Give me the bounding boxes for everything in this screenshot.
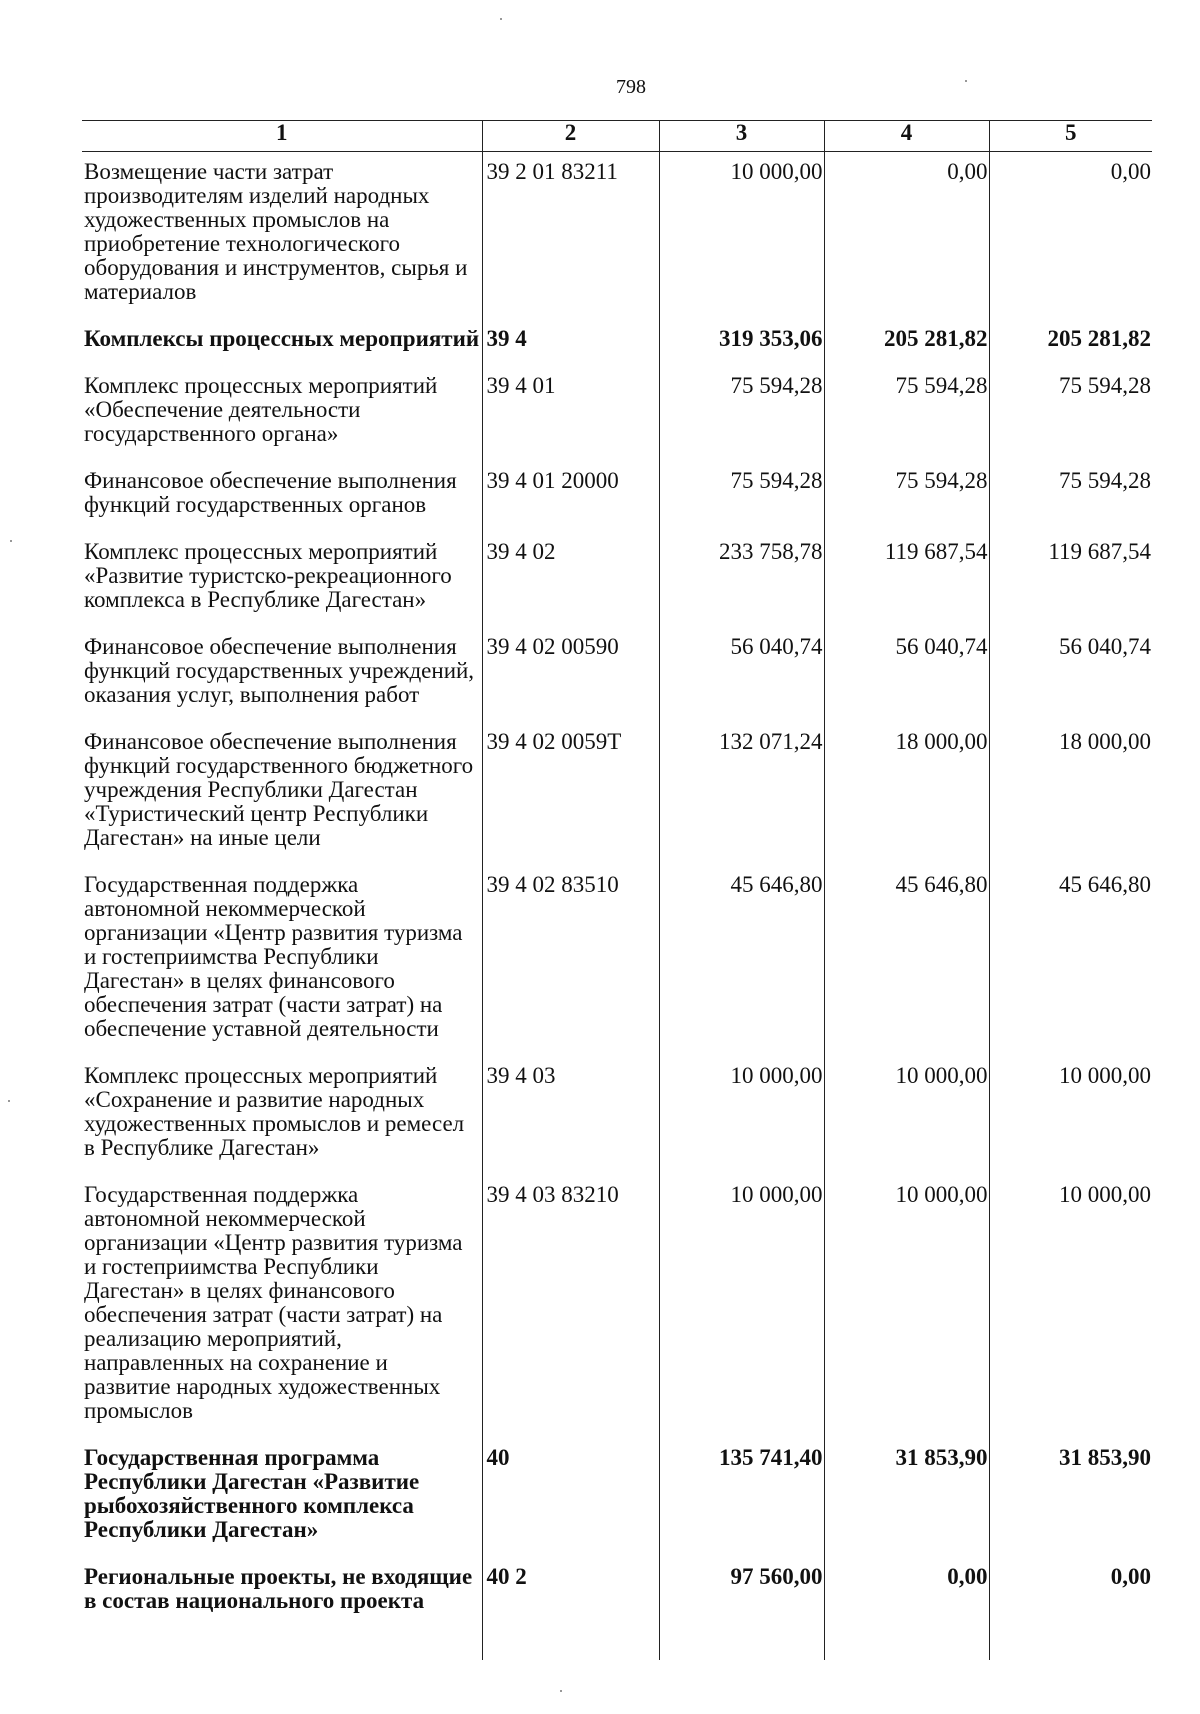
row-value-4: 75 594,28 [824, 366, 989, 461]
scan-speck [965, 80, 967, 82]
row-value-4: 31 853,90 [824, 1438, 989, 1557]
row-value-4: 45 646,80 [824, 865, 989, 1056]
row-code: 39 2 01 83211 [482, 152, 659, 320]
row-name: Комплекс процессных мероприятий «Развитие туристско-рекреационного комплекса в Республике Дагестан» [84, 539, 452, 612]
row-name: Комплексы процессных мероприятий [84, 326, 480, 351]
table-row [82, 152, 1152, 320]
budget-table [82, 120, 1152, 1660]
row-name: Финансовое обеспечение выполнения функций государственных органов [84, 468, 457, 517]
header-row [82, 121, 1152, 152]
column-header-1: 1 [82, 121, 482, 152]
row-name: Возмещение части затрат производителям изделий народных художественных промыслов на приобретение технологического оборудования и инструментов, сырья и материалов [84, 159, 468, 304]
row-value-5: 45 646,80 [989, 865, 1152, 1056]
row-value-5: 0,00 [989, 1557, 1152, 1660]
row-code: 39 4 03 83210 [482, 1175, 659, 1438]
row-value-3: 135 741,40 [659, 1438, 824, 1557]
page-number: 798 [616, 76, 646, 98]
column-header-2: 2 [482, 121, 659, 152]
row-value-3: 45 646,80 [659, 865, 824, 1056]
row-value-5: 119 687,54 [989, 532, 1152, 627]
table-row [82, 1438, 1152, 1557]
row-value-3: 10 000,00 [659, 1056, 824, 1175]
row-value-4: 10 000,00 [824, 1175, 989, 1438]
row-name: Государственная поддержка автономной некоммерческой организации «Центр развития туризма и гостеприимства Республики Дагестан» в целях финансового обеспечения затрат (части затрат) на обеспечение уставной деятельности [84, 872, 463, 1041]
row-code: 39 4 [482, 319, 659, 366]
row-value-3: 97 560,00 [659, 1557, 824, 1660]
row-value-4: 10 000,00 [824, 1056, 989, 1175]
row-value-3: 56 040,74 [659, 627, 824, 722]
row-value-5: 75 594,28 [989, 461, 1152, 532]
scan-speck [10, 540, 12, 542]
row-value-3: 75 594,28 [659, 461, 824, 532]
table-row [82, 865, 1152, 1056]
row-value-4: 18 000,00 [824, 722, 989, 865]
row-value-4: 205 281,82 [824, 319, 989, 366]
table-row [82, 532, 1152, 627]
row-code: 40 [482, 1438, 659, 1557]
row-name: Государственная поддержка автономной некоммерческой организации «Центр развития туризма и гостеприимства Республики Дагестан» в целях финансового обеспечения затрат (части затрат) на реализацию мероприятий, направленных на сохранение и развитие народных художественных промыслов [84, 1182, 463, 1423]
row-code: 39 4 02 0059Т [482, 722, 659, 865]
row-name: Государственная программа Республики Дагестан «Развитие рыбохозяйственного комплекса Республики Дагестан» [84, 1445, 420, 1542]
table-row [82, 1056, 1152, 1175]
table-body [82, 152, 1152, 1661]
column-header-3: 3 [659, 121, 824, 152]
table-row [82, 1557, 1152, 1660]
row-value-5: 0,00 [989, 152, 1152, 320]
row-name: Финансовое обеспечение выполнения функций государственных учреждений, оказания услуг, выполнения работ [84, 634, 475, 707]
row-value-5: 56 040,74 [989, 627, 1152, 722]
row-code: 39 4 01 [482, 366, 659, 461]
row-value-4: 0,00 [824, 152, 989, 320]
row-code: 39 4 02 [482, 532, 659, 627]
table-header [82, 121, 1152, 152]
row-code: 39 4 02 83510 [482, 865, 659, 1056]
row-value-3: 10 000,00 [659, 1175, 824, 1438]
scan-speck [500, 18, 502, 20]
row-value-5: 31 853,90 [989, 1438, 1152, 1557]
row-value-4: 56 040,74 [824, 627, 989, 722]
row-value-3: 233 758,78 [659, 532, 824, 627]
row-code: 39 4 01 20000 [482, 461, 659, 532]
row-code: 39 4 03 [482, 1056, 659, 1175]
row-value-4: 0,00 [824, 1557, 989, 1660]
row-code: 39 4 02 00590 [482, 627, 659, 722]
row-value-5: 75 594,28 [989, 366, 1152, 461]
row-value-4: 75 594,28 [824, 461, 989, 532]
column-header-4: 4 [824, 121, 989, 152]
row-value-5: 10 000,00 [989, 1056, 1152, 1175]
row-value-3: 10 000,00 [659, 152, 824, 320]
table-row [82, 319, 1152, 366]
row-value-4: 119 687,54 [824, 532, 989, 627]
row-value-3: 319 353,06 [659, 319, 824, 366]
scan-speck [8, 1100, 10, 1102]
scan-speck [560, 1690, 562, 1692]
table-row [82, 461, 1152, 532]
table-row [82, 627, 1152, 722]
table-row [82, 366, 1152, 461]
row-name: Комплекс процессных мероприятий «Обеспечение деятельности государственного органа» [84, 373, 438, 446]
row-value-5: 10 000,00 [989, 1175, 1152, 1438]
row-value-3: 75 594,28 [659, 366, 824, 461]
row-value-3: 132 071,24 [659, 722, 824, 865]
row-name: Финансовое обеспечение выполнения функций государственного бюджетного учреждения Республики Дагестан «Туристический центр Республики Дагестан» на иные цели [84, 729, 474, 850]
row-name: Региональные проекты, не входящие в состав национального проекта [84, 1564, 473, 1613]
table-row [82, 1175, 1152, 1438]
column-header-5: 5 [989, 121, 1152, 152]
table-row [82, 722, 1152, 865]
row-code: 40 2 [482, 1557, 659, 1660]
row-value-5: 18 000,00 [989, 722, 1152, 865]
row-name: Комплекс процессных мероприятий «Сохранение и развитие народных художественных промыслов и ремесел в Республике Дагестан» [84, 1063, 465, 1160]
row-value-5: 205 281,82 [989, 319, 1152, 366]
